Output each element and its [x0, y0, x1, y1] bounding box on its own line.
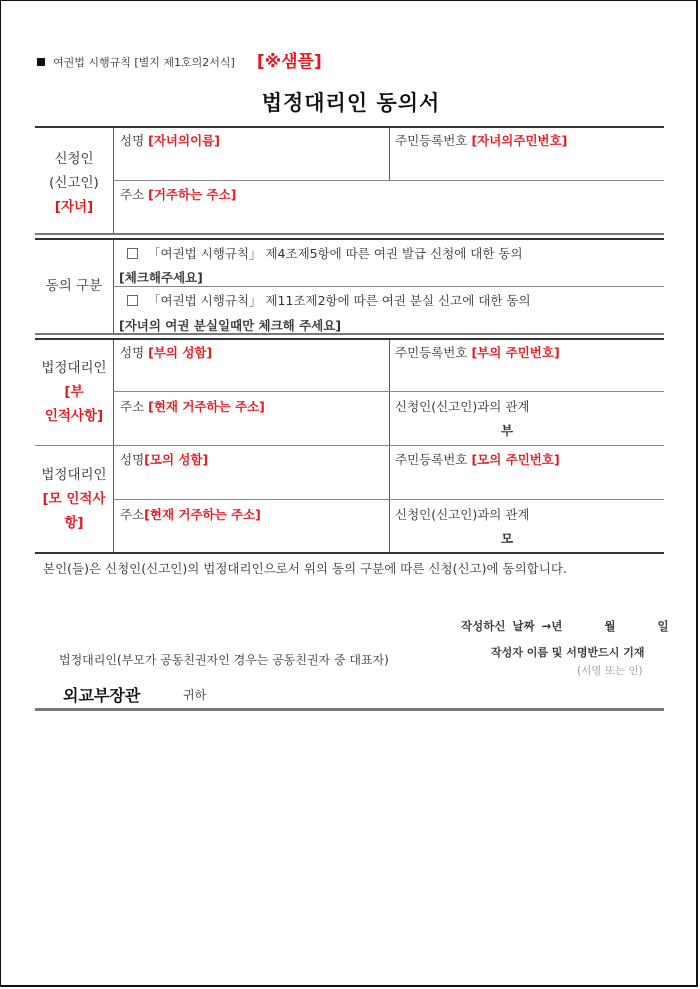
date-line[interactable]: 작성하신 날짜 →년 월 일 [461, 619, 669, 633]
rrn-value: [자녀의주민번호] [471, 133, 568, 148]
double-rule-upper [35, 333, 664, 335]
guardian1-address-field[interactable] [120, 397, 265, 415]
guardian-tag-line1: [모 인적사 [42, 491, 106, 507]
consent-option-issue[interactable] [127, 244, 523, 262]
checkbox-loss[interactable] [127, 295, 138, 306]
guardian2-name-field[interactable] [120, 450, 208, 468]
name-value: [모의 성함] [144, 452, 209, 467]
applicant-label [35, 147, 113, 219]
page-title: 법정대리인 동의서 [261, 91, 441, 115]
guardian-label: 법정대리인 [41, 360, 107, 376]
guardian-divider [113, 340, 114, 552]
section-top-rule [35, 126, 664, 128]
footer-rule [35, 708, 664, 711]
consent-label: 동의 구분 [45, 278, 103, 294]
address-label: 주소 [120, 399, 145, 414]
name-value: [부의 성함] [148, 345, 213, 360]
guardian2-address-field[interactable] [120, 505, 261, 523]
applicant-name-field[interactable] [120, 131, 220, 149]
guardian2-label [35, 463, 113, 535]
applicant-tag: [자녀] [54, 199, 94, 215]
guardian-tag-line1: [부 [64, 384, 84, 400]
consent-row-divider [113, 286, 664, 287]
guardian2-relation-label: 신청인(신고인)과의 관계 [395, 507, 530, 522]
sample-tag: [※샘플] [256, 52, 322, 72]
applicant-row-divider [113, 180, 664, 181]
name-label: 성명 [120, 133, 145, 148]
guardian2-row-divider [113, 499, 664, 500]
guardian-tag-line2: 인적사항] [44, 408, 104, 424]
recipient-name: 외교부장관 [63, 686, 141, 705]
address-label: 주소 [120, 187, 145, 202]
guardian-separator [35, 445, 664, 446]
address-value: [현재 거주하는 주소] [148, 399, 265, 414]
guardian-col-divider [389, 340, 390, 552]
guardian2-rrn-field[interactable] [395, 450, 560, 468]
double-rule-lower [35, 338, 664, 340]
address-value: [거주하는 주소] [148, 187, 237, 202]
guardian1-relation-value[interactable]: 부 [501, 423, 514, 438]
applicant-address-field[interactable] [120, 185, 236, 203]
consent-note-issue: [체크해주세요] [119, 270, 203, 285]
form-header [37, 49, 322, 74]
sign-hint: (서명 또는 인) [577, 665, 643, 677]
section-bottom-rule [35, 552, 664, 554]
applicant-label-line2: (신고인) [49, 175, 99, 191]
name-label: 성명 [120, 452, 145, 467]
guardian2-relation-value[interactable]: 모 [501, 531, 514, 546]
square-bullet-icon [37, 58, 45, 66]
guardian1-relation-label: 신청인(신고인)과의 관계 [395, 399, 530, 414]
guardian1-label [35, 356, 113, 428]
rrn-label: 주민등록번호 [395, 345, 468, 360]
guardian-label: 법정대리인 [41, 467, 107, 483]
representative-label: 법정대리인(부모가 공동친권자인 경우는 공동친권자 중 대표자) [59, 653, 389, 667]
guardian1-row-divider [113, 391, 664, 392]
applicant-label-line1: 신청인 [54, 151, 94, 167]
double-rule-upper [35, 233, 664, 235]
consent-note-loss: [자녀의 여권 분실일때만 체크해 주세요] [119, 318, 342, 333]
guardian-tag-line2: 항] [64, 515, 84, 531]
consent-option-text: 「여권법 시행규칙」 제11조제2항에 따른 여권 분실 신고에 대한 동의 [148, 293, 531, 308]
address-label: 주소 [120, 507, 145, 522]
double-rule-lower [35, 238, 664, 240]
consent-option-text: 「여권법 시행규칙」 제4조제5항에 따른 여권 발급 신청에 대한 동의 [148, 246, 523, 261]
name-label: 성명 [120, 345, 145, 360]
consent-statement: 본인(들)은 신청인(신고인)의 법정대리인으로서 위의 동의 구분에 따른 신청(신고)에 동의합니다. [43, 561, 567, 576]
rrn-label: 주민등록번호 [395, 133, 468, 148]
rrn-value: [모의 주민번호] [471, 452, 560, 467]
form-reference: 여권법 시행규칙 [별지 제1호의2서식] [53, 55, 235, 69]
signer-name-note[interactable]: 작성자 이름 및 서명반드시 기재 [491, 646, 645, 659]
address-value: [현재 거주하는 주소] [144, 507, 261, 522]
name-value: [자녀의이름] [148, 133, 220, 148]
rrn-label: 주민등록번호 [395, 452, 468, 467]
applicant-col-divider [389, 128, 390, 181]
recipient-honorific: 귀하 [183, 688, 207, 702]
applicant-rrn-field[interactable] [395, 131, 567, 149]
guardian1-name-field[interactable] [120, 343, 212, 361]
consent-option-loss[interactable] [127, 291, 531, 309]
guardian1-rrn-field[interactable] [395, 343, 560, 361]
checkbox-issue[interactable] [127, 248, 138, 259]
rrn-value: [부의 주민번호] [471, 345, 560, 360]
